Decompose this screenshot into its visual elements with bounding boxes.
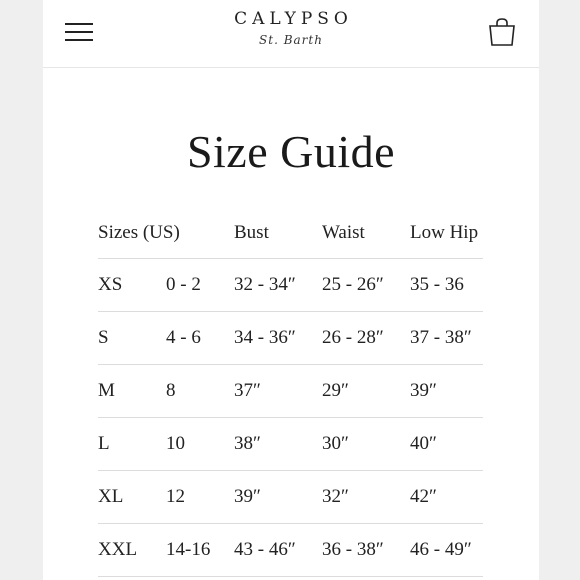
cell-low-hip: 40″ xyxy=(410,418,483,471)
menu-line xyxy=(65,23,93,25)
cell-us-size: 12 xyxy=(166,471,234,524)
table-row xyxy=(98,471,483,524)
cell-bust: 32 - 34″ xyxy=(234,259,322,312)
site-header xyxy=(43,0,539,68)
page xyxy=(43,0,539,580)
cell-waist: 29″ xyxy=(322,365,410,418)
table-body xyxy=(98,259,483,577)
cell-us-size: 4 - 6 xyxy=(166,312,234,365)
cell-waist: 30″ xyxy=(322,418,410,471)
cell-bust: 37″ xyxy=(234,365,322,418)
cell-waist: 26 - 28″ xyxy=(322,312,410,365)
page-title: Size Guide xyxy=(186,126,396,177)
header-bust: Bust xyxy=(234,207,322,259)
table-row xyxy=(98,312,483,365)
cell-size: XL xyxy=(98,471,166,524)
header-low-hip: Low Hip xyxy=(410,207,483,259)
cell-us-size: 14-16 xyxy=(166,524,234,577)
menu-line xyxy=(65,39,93,41)
cell-low-hip: 39″ xyxy=(410,365,483,418)
brand-script: St. Barth xyxy=(259,33,323,47)
cell-size: S xyxy=(98,312,166,365)
cell-bust: 38″ xyxy=(234,418,322,471)
cell-us-size: 10 xyxy=(166,418,234,471)
cell-waist: 32″ xyxy=(322,471,410,524)
cell-bust: 39″ xyxy=(234,471,322,524)
cell-size: XS xyxy=(98,259,166,312)
cell-bust: 43 - 46″ xyxy=(234,524,322,577)
header-sizes: Sizes (US) xyxy=(98,207,234,259)
shopping-bag-svg xyxy=(487,16,517,48)
cell-us-size: 0 - 2 xyxy=(166,259,234,312)
size-guide-table xyxy=(98,207,483,577)
table-row xyxy=(98,418,483,471)
cell-size: M xyxy=(98,365,166,418)
cell-waist: 36 - 38″ xyxy=(322,524,410,577)
cell-low-hip: 46 - 49″ xyxy=(410,524,483,577)
brand-name: CALYPSO xyxy=(234,9,353,29)
cell-bust: 34 - 36″ xyxy=(234,312,322,365)
menu-line xyxy=(65,31,93,33)
brand-logo[interactable] xyxy=(191,8,391,56)
header-waist: Waist xyxy=(322,207,410,259)
table-header-row xyxy=(98,207,483,259)
cell-size: L xyxy=(98,418,166,471)
cell-low-hip: 42″ xyxy=(410,471,483,524)
hamburger-menu-icon[interactable] xyxy=(65,21,93,43)
table-header xyxy=(98,207,483,259)
cell-us-size: 8 xyxy=(166,365,234,418)
cell-low-hip: 35 - 36 xyxy=(410,259,483,312)
cell-waist: 25 - 26″ xyxy=(322,259,410,312)
table-row xyxy=(98,365,483,418)
table-row xyxy=(98,524,483,577)
cell-low-hip: 37 - 38″ xyxy=(410,312,483,365)
shopping-bag-icon[interactable] xyxy=(487,16,517,48)
cell-size: XXL xyxy=(98,524,166,577)
table-row xyxy=(98,259,483,312)
